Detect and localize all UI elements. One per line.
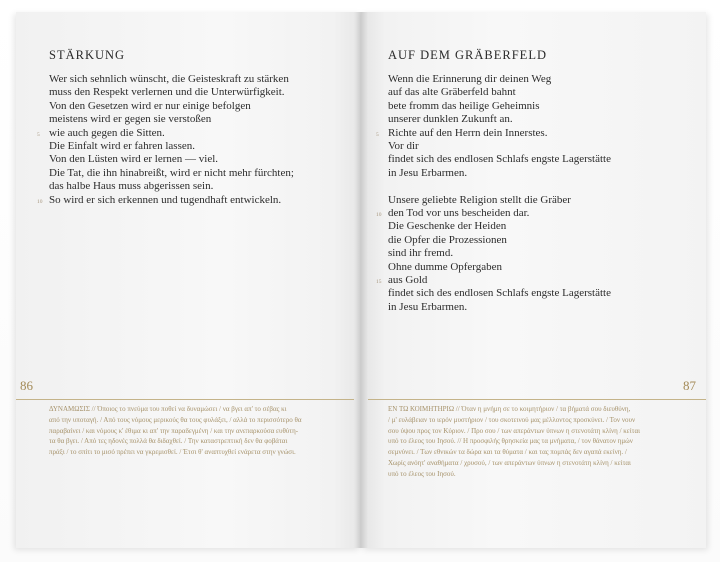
greek-line: υπό το έλεος του Ιησού. // Η προσφιλής θρησκεία μας τα μνήματα, / τον θάνατον ημών xyxy=(388,437,633,446)
poem-line xyxy=(388,153,611,166)
poem-line-text: bete fromm das heilige Geheimnis xyxy=(388,99,540,112)
poem-line-text: Vor dir xyxy=(388,140,419,153)
line-number: 5 xyxy=(376,131,379,138)
greek-line: παραβαίνει / και νόμους κ' έθιμα κι απ' την παραδεγμένη / και την ανεπαρκούσα ευθύτη- xyxy=(49,426,299,435)
poem-line-text: aus Gold xyxy=(388,274,428,287)
poem-line-text: Ohne dumme Opfergaben xyxy=(388,260,503,273)
poem-line xyxy=(49,167,294,180)
poem-line xyxy=(376,274,611,287)
poem-line-text: Die Einfalt wird er fahren lassen. xyxy=(49,140,195,153)
poem-line-text: in Jesu Erbarmen. xyxy=(388,166,468,179)
poem-line xyxy=(388,247,611,260)
poem-line-text: Unsere geliebte Religion stellt die Gräber xyxy=(388,193,571,206)
poem-line-text: sind ihr fremd. xyxy=(388,247,454,260)
poem-line xyxy=(388,73,611,86)
poem-line xyxy=(49,86,294,99)
left-footer-rule xyxy=(16,399,354,400)
poem-line-text: muss den Respekt verlernen und die Unterwürfigkeit. xyxy=(49,86,285,99)
poem-line xyxy=(37,193,294,207)
poem-line xyxy=(388,194,611,207)
poem-line-text: Wenn die Erinnerung dir deinen Weg xyxy=(388,73,552,85)
poem-line-text: auf das alte Gräberfeld bahnt xyxy=(388,86,516,99)
poem-line-text: findet sich des endlosen Schlafs engste Lagerstätte xyxy=(388,287,611,300)
poem-line-text: Die Tat, die ihn hinabreißt, wird er nicht mehr fürchten; xyxy=(49,166,294,179)
right-poem-title: AUF DEM GRÄBERFELD xyxy=(388,48,547,62)
left-poem-body xyxy=(37,73,294,207)
line-number: 10 xyxy=(37,198,43,205)
poem-line xyxy=(49,180,294,193)
poem-line-text: findet sich des endlosen Schlafs engste Lagerstätte xyxy=(388,153,611,166)
greek-line: από την υποταγή. / Από τους νόμους μερικούς θα τους φυλάξει, / αλλά το περισσότερο θα xyxy=(49,415,302,424)
poem-line-text: Von den Lüsten wird er lernen — viel. xyxy=(49,153,219,166)
poem-line xyxy=(49,153,294,166)
poem-line xyxy=(388,301,611,314)
right-footer-rule xyxy=(368,399,706,400)
greek-line: σεμνύνει. / Των εθνικών τα δώρα και τα θύματα / και τας πομπάς δεν αγαπά εκείνη. / xyxy=(388,448,627,457)
greek-line: υπό το έλεος του Ιησού. xyxy=(388,469,456,478)
right-page-number: 87 xyxy=(683,378,696,393)
greek-line: ΕΝ ΤΩ ΚΟΙΜΗΤΗΡΙΩ // Όταν η μνήμη σε το κοιμητήριον / τα βήματά σου διευθύνη, xyxy=(388,405,631,413)
poem-line-text: meistens wird er gegen sie verstoßen xyxy=(49,113,212,126)
poem-line xyxy=(388,234,611,247)
poem-line xyxy=(37,126,294,140)
poem-line-text: die Opfer die Prozessionen xyxy=(388,233,507,246)
poem-line-text: das halbe Haus muss abgerissen sein. xyxy=(49,180,214,193)
line-number: 15 xyxy=(376,279,382,286)
poem-line xyxy=(388,100,611,113)
right-greek-original xyxy=(388,404,640,480)
poem-line-text: unserer dunklen Zukunft an. xyxy=(388,113,513,126)
poem-line xyxy=(388,220,611,233)
greek-line: Χωρίς ανόητ' αναθήματα / χρυσού, / των απεράντων ύπνων η στενοτάτη κλίνη / κείται xyxy=(388,458,631,467)
poem-line-text: den Tod vor uns bescheiden dar. xyxy=(388,207,530,220)
right-poem-body xyxy=(376,73,611,314)
poem-line xyxy=(388,287,611,300)
poem-line-text: Von den Gesetzen wird er nur einige befolgen xyxy=(49,99,251,112)
greek-line: τα θα βγει. / Από τες ηδονές πολλά θα διδαχθεί. / Την καταστρεπτική δεν θα φοβάται xyxy=(49,437,288,446)
poem-line xyxy=(388,261,611,274)
poem-line-text: wie auch gegen die Sitten. xyxy=(49,126,165,139)
poem-line-text: in Jesu Erbarmen. xyxy=(388,300,468,313)
poem-line xyxy=(49,73,294,86)
left-page-number: 86 xyxy=(20,378,33,393)
poem-line xyxy=(376,207,611,220)
left-poem-title: STÄRKUNG xyxy=(49,48,126,62)
greek-line: πράξι / το σπίτι το μισό πρέπει να γκρεμισθεί. / Έτσι θ' αναπτυχθεί ενάρετα στην γνώσι. xyxy=(49,448,296,457)
greek-line: σου ύψου προς τον Κύριον. / Προ σου / των απεράντων ύπνων η στενοτάτη κλίνη / κείται xyxy=(388,426,640,435)
greek-line: / μ' ευλάβειαν το ιερόν μυστήριον / του σκοτεινού μας μέλλοντος προσκύνει. / Τον νουν xyxy=(388,415,636,424)
poem-line-text: Wer sich sehnlich wünscht, die Geisteskraft zu stärken xyxy=(49,73,289,85)
greek-line: ΔΥΝΑΜΩΣΙΣ // Όποιος το πνεύμα του ποθεί να δυναμώσει / να βγει απ' το σέβας κι xyxy=(49,405,287,413)
poem-line xyxy=(49,113,294,126)
poem-line-text: Die Geschenke der Heiden xyxy=(388,220,507,233)
poem-line-text: Richte auf den Herrn dein Innerstes. xyxy=(388,126,548,139)
poem-line xyxy=(49,140,294,153)
book-spine xyxy=(354,12,368,548)
line-number: 10 xyxy=(376,212,382,219)
left-greek-original xyxy=(49,404,302,458)
stanza-break xyxy=(388,180,611,193)
poem-line xyxy=(388,113,611,126)
poem-line xyxy=(388,86,611,99)
poem-line xyxy=(49,100,294,113)
poem-line xyxy=(388,140,611,153)
line-number: 5 xyxy=(37,131,40,138)
poem-line xyxy=(376,126,611,140)
poem-line xyxy=(388,167,611,180)
poem-line-text: So wird er sich erkennen und tugendhaft entwickeln. xyxy=(49,193,282,206)
